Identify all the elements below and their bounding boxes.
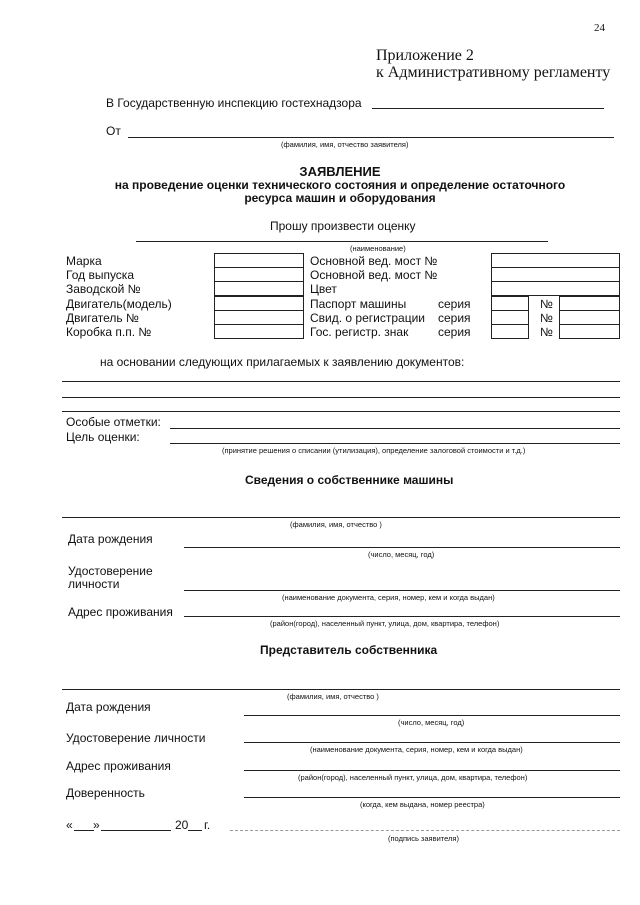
owner-address-field[interactable] [184, 616, 620, 617]
signature-field[interactable] [230, 830, 620, 831]
rep-birth-label: Дата рождения [66, 700, 151, 714]
serial-input[interactable] [214, 281, 304, 296]
registration-number-input[interactable] [559, 310, 620, 325]
page-number: 24 [594, 22, 605, 34]
plate-label: Гос. регистр. знак [310, 325, 409, 339]
special-marks-label: Особые отметки: [66, 415, 161, 429]
owner-id-label-2: личности [68, 577, 120, 591]
brand-input[interactable] [214, 253, 304, 268]
engine-number-input[interactable] [214, 310, 304, 325]
date-open-quote: « [66, 818, 73, 832]
brand-label: Марка [66, 254, 102, 268]
form-subtitle-1: на проведение оценки технического состояния и определение остаточного [114, 178, 566, 192]
purpose-label: Цель оценки: [66, 430, 140, 444]
signature-caption: (подпись заявителя) [388, 834, 459, 843]
year-label: Год выпуска [66, 268, 134, 282]
documents-line-2[interactable] [62, 397, 620, 398]
date-day-field[interactable] [74, 830, 94, 831]
addressee-field[interactable] [372, 108, 604, 109]
color-label: Цвет [310, 282, 337, 296]
date-year-field[interactable] [188, 830, 202, 831]
passport-label: Паспорт машины [310, 297, 407, 311]
engine-number-label: Двигатель № [66, 311, 139, 325]
rep-birth-caption: (число, месяц, год) [398, 718, 465, 727]
rep-power-caption: (когда, кем выдана, номер реестра) [360, 800, 485, 809]
engine-model-input[interactable] [214, 296, 304, 311]
documents-line-1[interactable] [62, 381, 620, 382]
rep-id-caption: (наименование документа, серия, номер, кем и когда выдан) [310, 745, 523, 754]
appendix-title: Приложение 2 [376, 47, 474, 64]
request-text: Прошу произвести оценку [270, 219, 416, 233]
rep-birth-field[interactable] [244, 715, 620, 716]
passport-series-label: серия [438, 297, 471, 311]
representative-heading: Представитель собственника [260, 643, 438, 657]
documents-line-3[interactable] [62, 411, 620, 412]
plate-series-label: серия [438, 325, 471, 339]
passport-series-input[interactable] [491, 296, 529, 311]
purpose-field[interactable] [170, 443, 620, 444]
rep-address-caption: (район(город), населенный пункт, улица, дом, квартира, телефон) [298, 773, 528, 782]
registration-cert-label: Свид. о регистрации [310, 311, 425, 325]
special-marks-field[interactable] [170, 428, 620, 429]
machine-name-field[interactable] [136, 241, 548, 242]
gearbox-input[interactable] [214, 324, 304, 339]
rep-power-label: Доверенность [66, 786, 145, 800]
owner-name-caption: (фамилия, имя, отчество ) [290, 520, 382, 529]
drive-axle-2-label: Основной вед. мост № [310, 268, 438, 282]
owner-birth-field[interactable] [184, 547, 620, 548]
owner-birth-label: Дата рождения [68, 532, 153, 546]
passport-number-label: № [540, 297, 553, 311]
rep-address-field[interactable] [244, 770, 620, 771]
drive-axle-2-input[interactable] [491, 267, 620, 282]
owner-address-label: Адрес проживания [68, 605, 173, 619]
rep-name-field[interactable] [62, 689, 620, 690]
owner-id-caption: (наименование документа, серия, номер, кем и когда выдан) [282, 593, 495, 602]
owner-id-field[interactable] [184, 590, 620, 591]
applicant-name-field[interactable] [128, 137, 614, 138]
rep-address-label: Адрес проживания [66, 759, 171, 773]
rep-power-field[interactable] [244, 797, 620, 798]
owner-birth-caption: (число, месяц, год) [368, 550, 435, 559]
engine-model-label: Двигатель(модель) [66, 297, 172, 311]
gearbox-label: Коробка п.п. № [66, 325, 152, 339]
registration-number-label: № [540, 311, 553, 325]
year-input[interactable] [214, 267, 304, 282]
owner-id-label-1: Удостоверение [68, 564, 153, 578]
from-label: От [106, 124, 121, 138]
year-prefix: 20 [175, 818, 189, 832]
applicant-name-caption: (фамилия, имя, отчество заявителя) [281, 140, 409, 149]
date-close-quote: » [93, 818, 100, 832]
rep-name-caption: (фамилия, имя, отчество ) [287, 692, 379, 701]
owner-name-field[interactable] [62, 517, 620, 518]
passport-number-input[interactable] [559, 296, 620, 311]
plate-number-input[interactable] [559, 324, 620, 339]
documents-text: на основании следующих прилагаемых к заявлению документов: [100, 355, 465, 369]
serial-label: Заводской № [66, 282, 141, 296]
machine-name-caption: (наименование) [350, 244, 406, 253]
drive-axle-1-label: Основной вед. мост № [310, 254, 438, 268]
registration-series-input[interactable] [491, 310, 529, 325]
date-month-field[interactable] [101, 830, 171, 831]
rep-id-field[interactable] [244, 742, 620, 743]
form-title: ЗАЯВЛЕНИЕ [299, 164, 381, 179]
owner-address-caption: (район(город), населенный пункт, улица, дом, квартира, телефон) [270, 619, 500, 628]
addressee-label: В Государственную инспекцию гостехнадзора [106, 96, 362, 110]
plate-series-input[interactable] [491, 324, 529, 339]
color-input[interactable] [491, 281, 620, 296]
purpose-caption: (принятие решения о списании (утилизация), определение залоговой стоимости и т.д.) [222, 446, 526, 455]
regulation-title: к Административному регламенту [376, 64, 611, 81]
registration-series-label: серия [438, 311, 471, 325]
year-suffix: г. [204, 818, 211, 832]
drive-axle-1-input[interactable] [491, 253, 620, 268]
form-subtitle-2: ресурса машин и оборудования [244, 191, 436, 205]
plate-number-label: № [540, 325, 553, 339]
rep-id-label: Удостоверение личности [66, 731, 206, 745]
owner-heading: Сведения о собственнике машины [245, 473, 454, 487]
